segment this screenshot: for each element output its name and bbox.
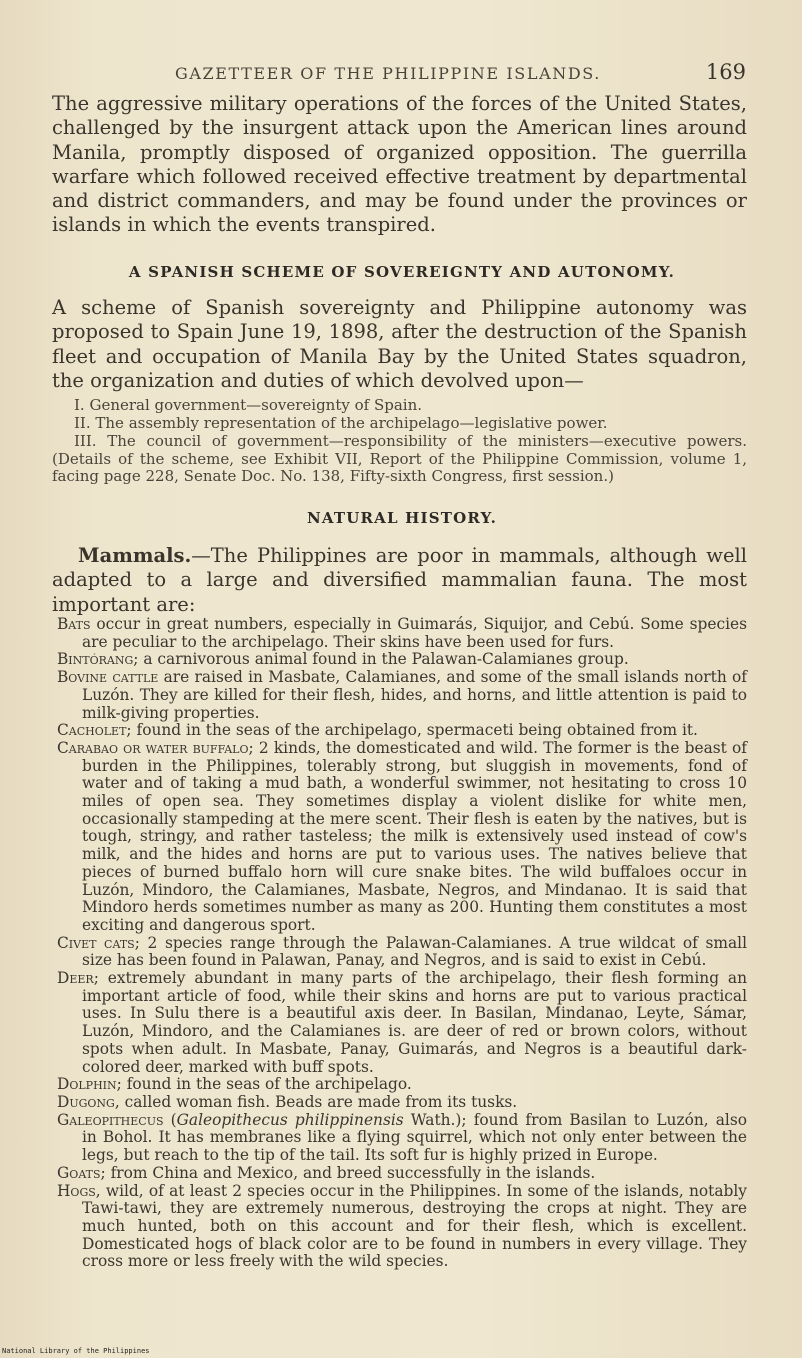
scheme-item-2: II. The assembly representation of the archipelago—legislative power. [74,414,608,432]
entry-scientific-name: Galeopithecus philippinensis [176,1110,404,1129]
entry-bovine-cattle [57,669,747,722]
entry-text: , wild, of at least 2 species occur in the Philippines. In some of the islands, notably Tawi-tawi, they are extremely numerous, destroying the crops at night. They are much hunted, both on this account and for their flesh, which is excellent. Domesticated hogs of black color are to be found in numbers in every village. They cross more or less freely with the wild species. [82,1181,747,1271]
entry-term: Cacholet [57,721,127,740]
entry-text: ; a carnivorous animal found in the Palawan-Calamianes group. [133,650,629,669]
entry-term: Civet cats [57,933,135,952]
entry-text: ; found in the seas of the archipelago, spermaceti being obtained from it. [126,721,698,740]
intro-paragraph: The aggressive military operations of the forces of the United States, challenged by the insurgent attack upon the American lines around Manila, promptly disposed of organized opposition. The guerrilla warfare which followed received effective treatment by departmental and district commanders, and may be found under the provinces or islands in which the events transpired. [52,92,747,237]
entry-term: Carabao or water buffalo [57,738,249,757]
entry-term: Bats [57,615,91,633]
entry-goats [57,1165,747,1183]
running-title: GAZETTEER OF THE PHILIPPINE ISLANDS. [175,64,601,83]
entry-paren: ( [163,1110,177,1129]
entry-carabao [57,740,747,935]
entry-galeopithecus [57,1112,747,1165]
entry-bats [57,616,747,651]
page-number: 169 [705,60,746,84]
entry-term: Bintórang [57,650,134,669]
entry-dugong [57,1094,747,1112]
entry-term: Deer [57,969,94,988]
entry-text: ; 2 species range through the Palawan-Calamianes. A true wildcat of small size has been found in Palawan, Panay, and Negros, and is said to exist in Cebú. [82,933,747,970]
entry-term: Galeopithecus [57,1110,164,1129]
entry-text: ; 2 kinds, the domesticated and wild. The former is the beast of burden in the Philippines, tolerably strong, but sluggish in movements, fond of water and of taking a mud bath, a wonderful swimmer, not hesitating to cross 10 miles of open sea. They sometimes display a violent dislike for white men, occasionally stampeding at the mere scent. Their flesh is eaten by the natives, but is tough, stringy, and rather tasteless; the milk is extensively used instead of cow's milk, and the hides and horns are put to various uses. The natives believe that pieces of burned buffalo horn will cure snake bites. The wild buffaloes occur in Luzón, Mindoro, the Calamianes, Masbate, Negros, and Mindanao. It is said that Mindoro herds sometimes number as many as 200. Hunting them constitutes a most exciting and dangerous sport. [82,738,747,934]
library-credit: National Library of the Philippines [2,1347,150,1355]
mammal-entries [57,616,747,1271]
entry-bintorang [57,651,747,669]
entry-text: ; from China and Mexico, and breed successfully in the islands. [100,1163,596,1182]
scheme-item-1: I. General government—sovereignty of Spain. [74,396,422,414]
entry-term: Bovine cattle [57,668,159,687]
entry-term: Dugong [57,1092,115,1111]
scheme-item-3: III. The council of government—responsibility of the ministers—executive powers. (Details of the scheme, see Exhibit VII, Report of the Philippine Commission, volume 1, facing page 228, Senate Doc. No. 138, Fifty-sixth Congress, first session.) [52,432,747,485]
entry-civet-cats [57,935,747,970]
entry-term: Hogs [57,1181,96,1200]
entry-cacholet [57,722,747,740]
entry-text: , called woman fish. Beads are made from its tusks. [114,1092,518,1111]
entry-dolphin [57,1076,747,1094]
natural-history-heading: NATURAL HISTORY. [306,509,498,527]
mammals-intro-text: —The Philippines are poor in mammals, although well adapted to a large and diversified mammalian fauna. The most important are: [52,544,747,616]
entry-term: Dolphin [57,1075,117,1094]
entry-hogs [57,1183,747,1272]
entry-text: are raised in Masbate, Calamianes, and some of the small islands north of Luzón. They are killed for their flesh, hides, and horns, and little attention is paid to milk-giving properties. [82,668,747,722]
entry-text: ; found in the seas of the archipelago. [116,1075,412,1094]
mammals-intro [52,544,747,617]
entry-text: occur in great numbers, especially in Guimarás, Siquijor, and Cebú. Some species are peculiar to the archipelago. Their skins have been used for furs. [82,615,747,651]
entry-text: ; extremely abundant in many parts of the archipelago, their flesh forming an important article of food, while their skins and horns are put to various practical uses. In Sulu there is a beautiful axis deer. In Basilan, Mindanao, Leyte, Sámar, Luzón, Mindoro, and the Calamianes is. are deer of red or brown colors, without spots when adult. In Masbate, Panay, Guimarás, and Negros is a beautiful dark-colored deer, marked with buff spots. [82,969,747,1076]
entry-term: Goats [57,1163,101,1182]
mammals-title: Mammals. [78,544,192,567]
entry-deer [57,970,747,1076]
page-header [0,60,802,90]
entry-text: Wath.); found from Basilan to Luzón, also in Bohol. It has membranes like a flying squirrel, which not only enter between the legs, but reach to the tip of the tail. Its soft fur is highly prized in Europe. [82,1110,747,1165]
spanish-scheme-paragraph: A scheme of Spanish sovereignty and Philippine autonomy was proposed to Spain June 19, 1898, after the destruction of the Spanish fleet and occupation of Manila Bay by the United States squadron, the organization and duties of which devolved upon— [52,296,747,392]
spanish-scheme-heading: A SPANISH SCHEME OF SOVEREIGNTY AND AUTONOMY. [128,263,676,281]
